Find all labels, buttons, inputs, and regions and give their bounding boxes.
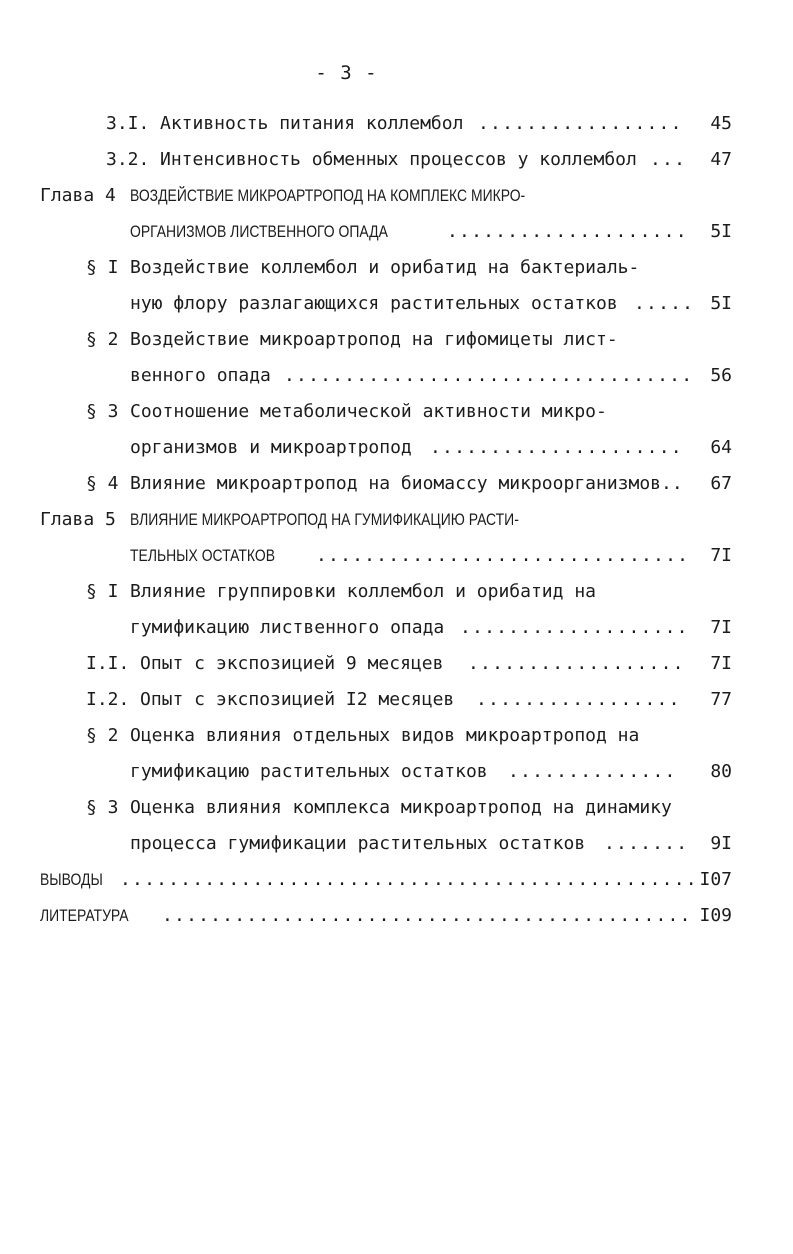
toc-entry-page: 56 (710, 365, 732, 386)
toc-section-title: Соотношение метаболической активности микро- (130, 401, 607, 422)
toc-dot-leader: .................... (447, 221, 688, 242)
toc-entry-title: Интенсивность обменных процессов у коллембол (160, 149, 637, 170)
toc-chapter-title-cont: ОРГАНИЗМОВ ЛИСТВЕННОГО ОПАДА (130, 222, 388, 241)
toc-entry-conclusions (0, 862, 793, 898)
toc-entry-title: ЛИТЕРАТУРА (40, 906, 129, 925)
toc-entry-title: Активность питания коллембол (160, 113, 464, 134)
toc-entry-title: Опыт с экспозицией 9 месяцев (140, 653, 444, 674)
toc-section-title-cont: гумификацию лиственного опада (130, 617, 445, 638)
toc-entry-page: 7I (710, 653, 732, 674)
toc-section-number: § 2 (86, 725, 119, 746)
toc-chapter-number: Глава 4 (40, 185, 116, 206)
toc-section-number: § 3 (86, 401, 119, 422)
toc-dot-leader: ... (650, 149, 687, 170)
toc-entry-page: 45 (710, 113, 732, 134)
toc-entry-page: 64 (710, 437, 732, 458)
toc-entry (0, 106, 793, 142)
toc-dot-leader: ............................................ (162, 905, 692, 926)
toc-dot-leader: ................. (478, 113, 683, 134)
page-number: - 3 - (315, 62, 378, 84)
toc-section-continued (0, 358, 793, 394)
toc-dot-leader: .............. (508, 761, 677, 782)
toc-entry-page: I07 (699, 869, 732, 890)
toc-dot-leader: ............................... (316, 545, 690, 566)
toc-entry-number: 3.I. (106, 113, 150, 134)
toc-entry-references (0, 898, 793, 934)
toc-section (0, 718, 793, 754)
toc-section-number: § I (86, 581, 119, 602)
toc-entry-page: 5I (710, 293, 732, 314)
toc-entry-page: 67 (710, 473, 732, 494)
toc-entry-number: I.2. (86, 689, 130, 710)
toc-entry-title: Опыт с экспозицией I2 месяцев (140, 689, 455, 710)
toc-entry (0, 646, 793, 682)
toc-section-title-cont: ную флору разлагающихся растительных остатков (130, 293, 618, 314)
toc-entry-title: ВЫВОДЫ (40, 870, 103, 889)
toc-entry-page: 7I (710, 545, 732, 566)
toc-section-title-cont: гумификацию растительных остатков (130, 761, 488, 782)
toc-section-title: Влияние микроартропод на биомассу микроорганизмов.. (130, 473, 683, 494)
toc-entry-page: I09 (699, 905, 732, 926)
toc-chapter-title: ВЛИЯНИЕ МИКРОАРТРОПОД НА ГУМИФИКАЦИЮ РАСТИ- (130, 510, 519, 529)
toc-dot-leader: .................................. (284, 365, 694, 386)
toc-section-number: § 4 (86, 473, 119, 494)
toc-section (0, 322, 793, 358)
toc-dot-leader: ................................................ (120, 869, 698, 890)
toc-dot-leader: ..... (634, 293, 695, 314)
toc-dot-leader: ....... (604, 833, 689, 854)
toc-entry-number: 3.2. (106, 149, 150, 170)
toc-section-title-cont: организмов и микроартропод (130, 437, 412, 458)
toc-entry-page: 77 (710, 689, 732, 710)
toc-dot-leader: ................... (460, 617, 689, 638)
toc-section-title: Воздействие микроартропод на гифомицеты лист- (130, 329, 618, 350)
toc-section-number: § 2 (86, 329, 119, 350)
toc-entry-page: 5I (710, 221, 732, 242)
toc-section (0, 394, 793, 430)
toc-section-title-cont: венного опада (130, 365, 271, 386)
toc-section (0, 250, 793, 286)
toc-entry-number: I.I. (86, 653, 130, 674)
toc-section-number: § I (86, 257, 119, 278)
toc-section-title-cont: процесса гумификации растительных остатков (130, 833, 586, 854)
toc-chapter-title: ВОЗДЕЙСТВИЕ МИКРОАРТРОПОД НА КОМПЛЕКС МИКРО- (130, 186, 526, 205)
toc-dot-leader: ..................... (430, 437, 683, 458)
toc-chapter-title-cont: ТЕЛЬНЫХ ОСТАТКОВ (130, 546, 276, 565)
toc-entry (0, 142, 793, 178)
toc-section-continued (0, 286, 793, 322)
toc-entry-page: 9I (710, 833, 732, 854)
toc-entry-page: 7I (710, 617, 732, 638)
toc-entry-page: 47 (710, 149, 732, 170)
table-of-contents (0, 106, 793, 934)
toc-section-number: § 3 (86, 797, 119, 818)
toc-chapter (0, 178, 793, 214)
toc-section (0, 790, 793, 826)
toc-section-title: Воздействие коллембол и орибатид на бактериаль- (130, 257, 640, 278)
toc-section (0, 574, 793, 610)
toc-chapter-continued (0, 538, 793, 574)
toc-dot-leader: .................. (468, 653, 685, 674)
toc-entry-page: 80 (710, 761, 732, 782)
toc-section (0, 466, 793, 502)
toc-entry (0, 682, 793, 718)
toc-section-title: Оценка влияния отдельных видов микроартропод на (130, 725, 640, 746)
toc-section-continued (0, 826, 793, 862)
toc-section-continued (0, 754, 793, 790)
toc-section-title: Влияние группировки коллембол и орибатид на (130, 581, 596, 602)
toc-dot-leader: ................. (476, 689, 681, 710)
toc-section-title: Оценка влияния комплекса микроартропод на динамику (130, 797, 672, 818)
toc-section-continued (0, 430, 793, 466)
toc-section-continued (0, 610, 793, 646)
toc-chapter-continued (0, 214, 793, 250)
toc-chapter-number: Глава 5 (40, 509, 116, 530)
toc-chapter (0, 502, 793, 538)
